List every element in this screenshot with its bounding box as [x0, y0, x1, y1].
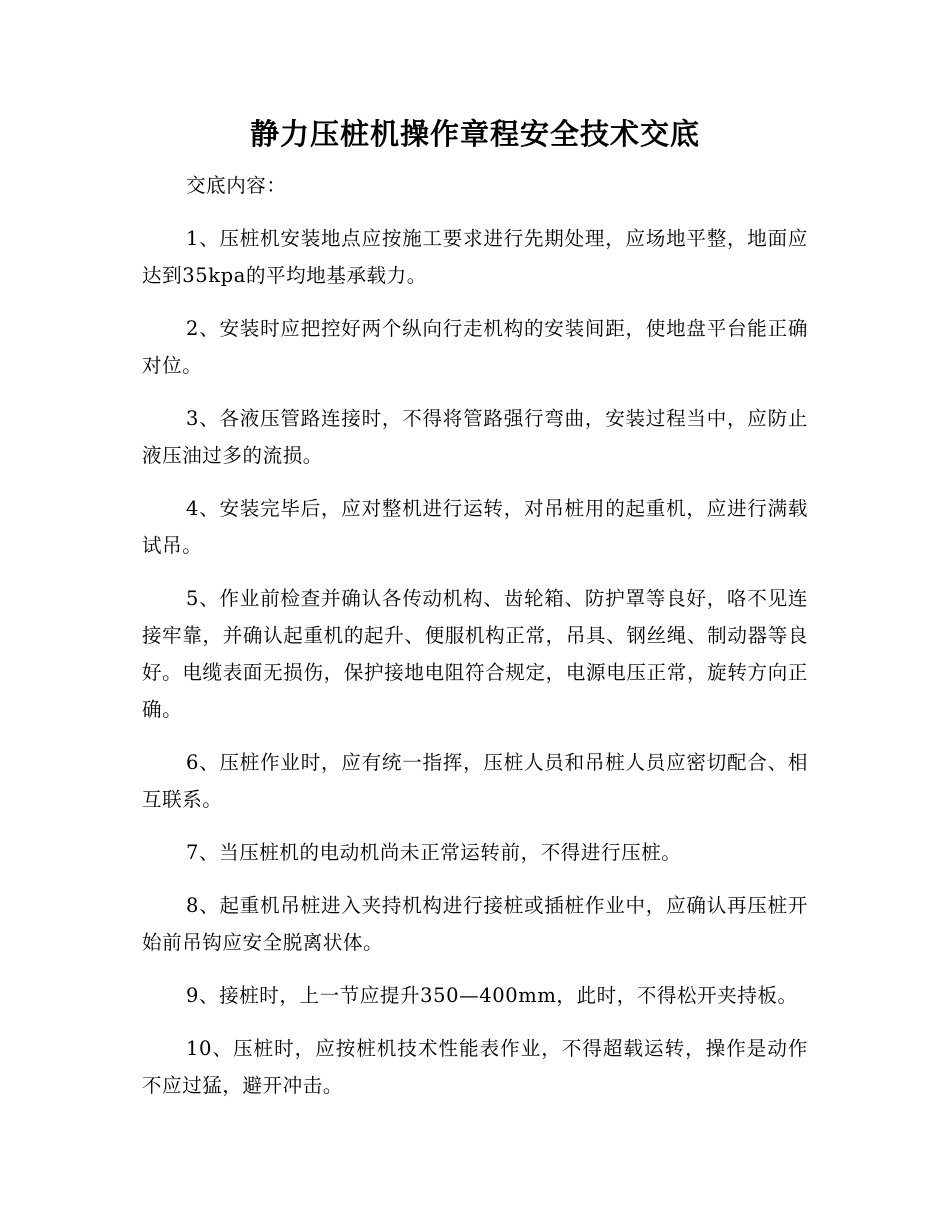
paragraph-4: 4、安装完毕后，应对整机进行运转，对吊桩用的起重机，应进行满载试吊。: [142, 497, 808, 557]
paragraph-9: 9、接桩时，上一节应提升350—400mm，此时，不得松开夹持板。: [186, 984, 798, 1007]
paragraph-7: 7、当压桩机的电动机尚未正常运转前，不得进行压桩。: [186, 841, 682, 864]
paragraph-6: 6、压桩作业时，应有统一指挥，压桩人员和吊桩人员应密切配合、相互联系。: [142, 751, 808, 811]
paragraph-10: 10、压桩时，应按桩机技术性能表作业，不得超载运转，操作是动作不应过猛，避开冲击。: [142, 1037, 808, 1097]
paragraph-2: 2、安装时应把控好两个纵向行走机构的安装间距，使地盘平台能正确对位。: [142, 317, 808, 377]
document-body: [142, 167, 808, 1120]
paragraph-5: 5、作业前检查并确认各传动机构、齿轮箱、防护罩等良好，咯不见连接牢靠，并确认起重机的起升、便服机构正常，吊具、钢丝绳、制动器等良好。电缆表面无损伤，保护接地电阻符合规定，电源电压正常，旋转方向正确。: [142, 587, 808, 721]
paragraph-3: 3、各液压管路连接时，不得将管路强行弯曲，安装过程当中，应防止液压油过多的流损。: [142, 407, 808, 467]
intro-label: 交底内容：: [186, 174, 287, 197]
document-title: 静力压桩机操作章程安全技术交底: [249, 117, 700, 151]
paragraph-1: 1、压桩机安装地点应按施工要求进行先期处理，应场地平整，地面应达到35kpa的平均地基承载力。: [142, 227, 808, 287]
paragraph-8: 8、起重机吊桩进入夹持机构进行接桩或插桩作业中，应确认再压桩开始前吊钩应安全脱离状体。: [142, 894, 808, 954]
